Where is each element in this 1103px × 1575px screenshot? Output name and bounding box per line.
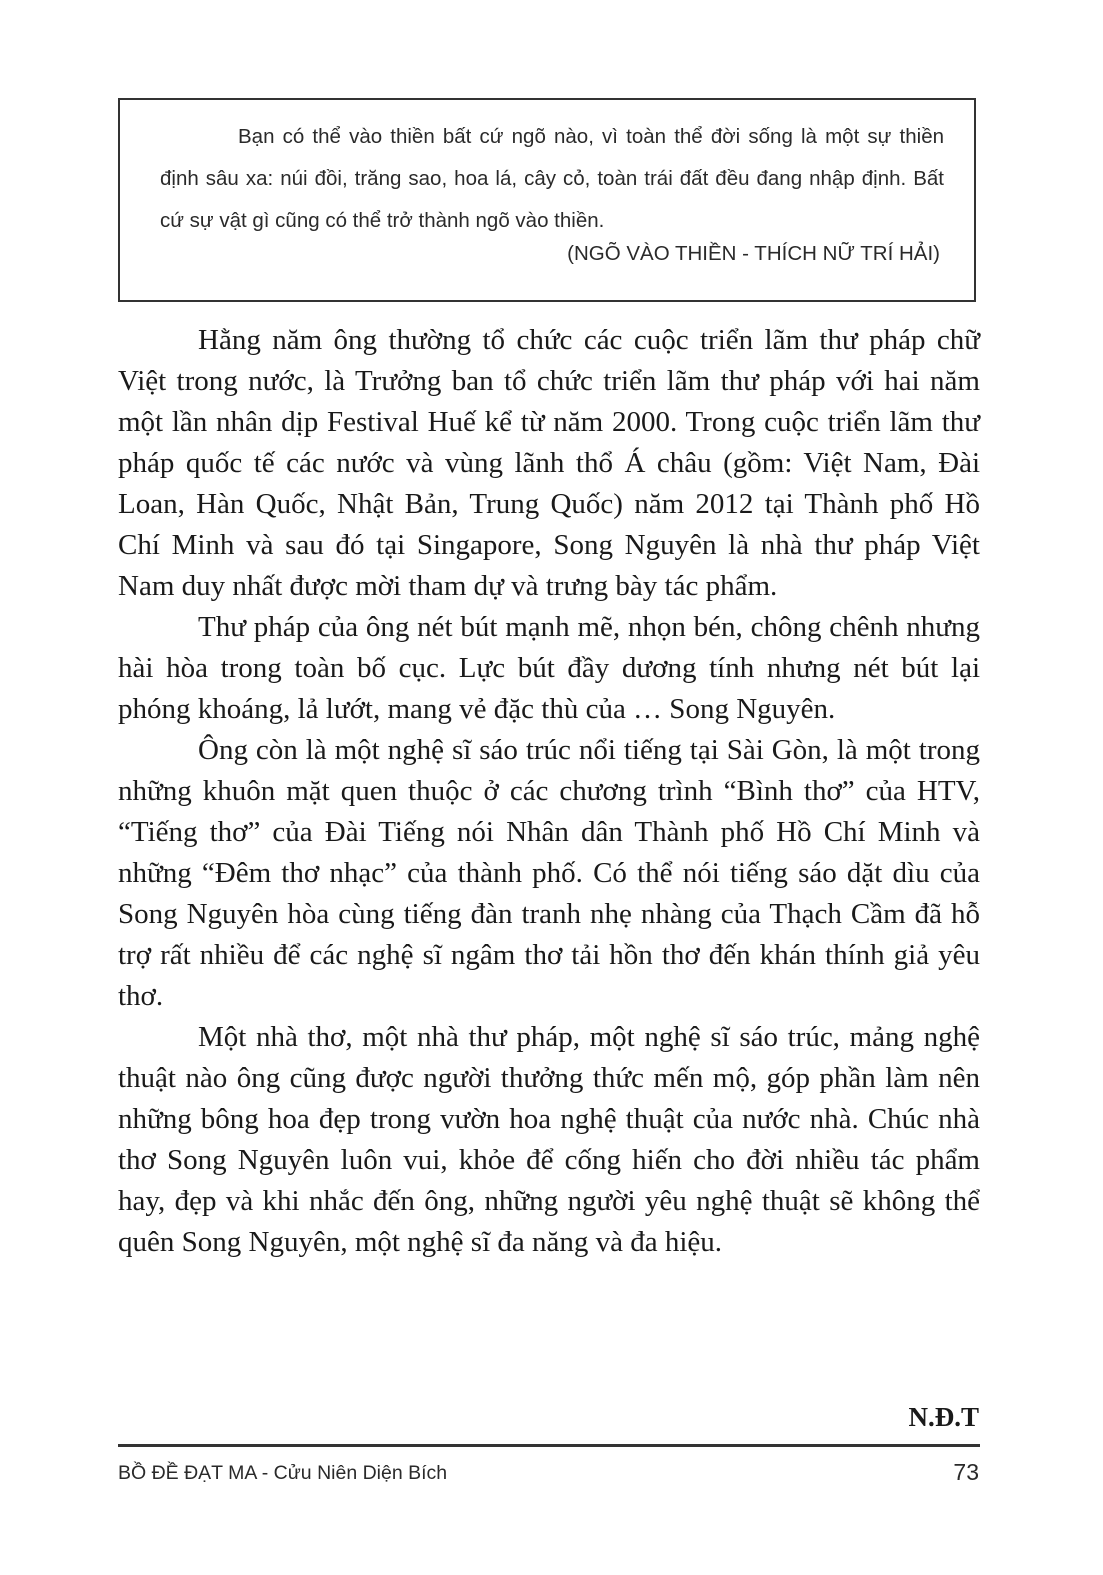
- body-paragraph: Thư pháp của ông nét bút mạnh mẽ, nhọn bén, chông chênh nhưng hài hòa trong toàn bố cục. Lực bút đầy dương tính nhưng nét bút lại phóng khoáng, lả lướt, mang vẻ đặc thù của … Song Nguyên.: [118, 611, 980, 725]
- quote-text: Bạn có thể vào thiền bất cứ ngõ nào, vì toàn thể đời sống là một sự thiền định sâu xa: núi đồi, trăng sao, hoa lá, cây cỏ, toàn trái đất đều đang nhập định. Bất cứ sự vật gì cũng có thể trở thành ngõ vào thiền.: [160, 125, 944, 232]
- quote-source: (NGÕ VÀO THIỀN - THÍCH NỮ TRÍ HẢI): [567, 242, 940, 265]
- page-number: 73: [953, 1459, 979, 1485]
- body-paragraph: Một nhà thơ, một nhà thư pháp, một nghệ sĩ sáo trúc, mảng nghệ thuật nào ông cũng được người thưởng thức mến mộ, góp phần làm nên những bông hoa đẹp trong vườn hoa nghệ thuật của nước nhà. Chúc nhà thơ Song Nguyên luôn vui, khỏe để cống hiến cho đời nhiều tác phẩm hay, đẹp và khi nhắc đến ông, những người yêu nghệ thuật sẽ không thể quên Song Nguyên, một nghệ sĩ đa năng và đa hiệu.: [118, 1021, 980, 1258]
- body-paragraph: Hằng năm ông thường tổ chức các cuộc triển lãm thư pháp chữ Việt trong nước, là Trưởng ban tổ chức triển lãm thư pháp với hai năm một lần nhân dịp Festival Huế kể từ năm 2000. Trong cuộc triển lãm thư pháp quốc tế các nước và vùng lãnh thổ Á châu (gồm: Việt Nam, Đài Loan, Hàn Quốc, Nhật Bản, Trung Quốc) năm 2012 tại Thành phố Hồ Chí Minh và sau đó tại Singapore, Song Nguyên là nhà thư pháp Việt Nam duy nhất được mời tham dự và trưng bày tác phẩm.: [118, 324, 980, 602]
- body-text: [118, 320, 980, 1263]
- footer-divider: [118, 1444, 980, 1447]
- quote-box: [118, 98, 976, 302]
- body-paragraph: Ông còn là một nghệ sĩ sáo trúc nổi tiếng tại Sài Gòn, là một trong những khuôn mặt quen thuộc ở các chương trình “Bình thơ” của HTV, “Tiếng thơ” của Đài Tiếng nói Nhân dân Thành phố Hồ Chí Minh và những “Đêm thơ nhạc” của thành phố. Có thể nói tiếng sáo dặt dìu của Song Nguyên hòa cùng tiếng đàn tranh nhẹ nhàng của Thạch Cầm đã hỗ trợ rất nhiều để các nghệ sĩ ngâm thơ tải hồn thơ đến khán thính giả yêu thơ.: [118, 734, 980, 1012]
- author-signature: N.Đ.T: [908, 1402, 979, 1432]
- running-footer-title: BỒ ĐỀ ĐẠT MA - Cửu Niên Diện Bích: [118, 1462, 448, 1484]
